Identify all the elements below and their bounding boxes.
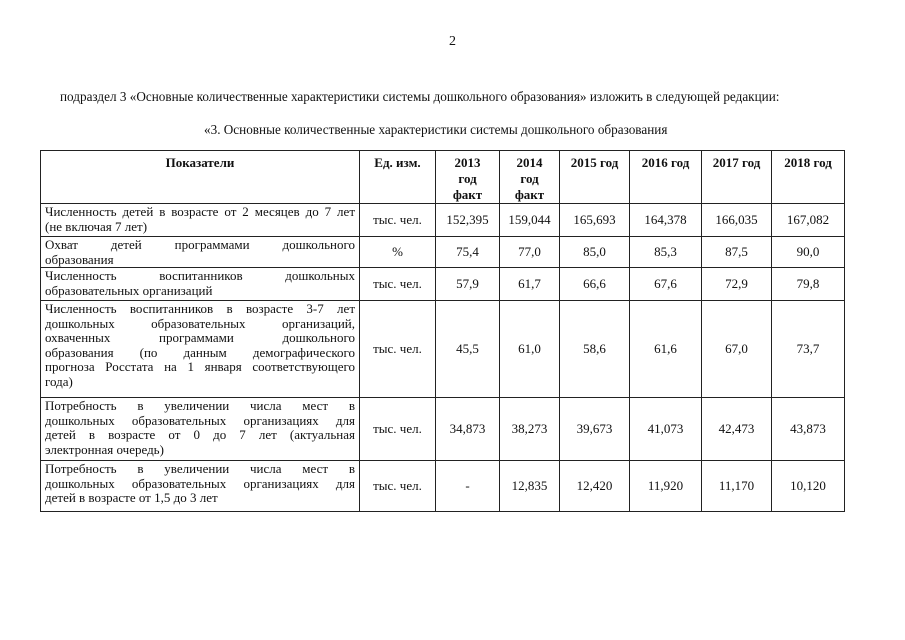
indicator-line: детей в возрасте от 1,5 до 3 лет xyxy=(45,490,218,505)
indicator-line: охваченных программами дошкольного xyxy=(45,330,355,345)
indicator-cell xyxy=(41,268,360,301)
value-cell: 12,835 xyxy=(500,461,560,512)
value-cell: 90,0 xyxy=(772,237,845,268)
value-cell: 10,120 xyxy=(772,461,845,512)
header-unit: Ед. изм. xyxy=(360,151,436,204)
value-cell: 164,378 xyxy=(630,204,702,237)
value-cell: 43,873 xyxy=(772,398,845,461)
indicator-cell xyxy=(41,237,360,268)
value-cell: 79,8 xyxy=(772,268,845,301)
indicator-cell xyxy=(41,398,360,461)
unit-cell: тыс. чел. xyxy=(360,461,436,512)
value-cell: 66,6 xyxy=(560,268,630,301)
indicator-line: детей в возрасте от 0 до 7 лет (актуальная xyxy=(45,427,355,442)
table-row xyxy=(41,301,845,398)
unit-cell: тыс. чел. xyxy=(360,301,436,398)
value-cell: 34,873 xyxy=(436,398,500,461)
indicator-line: Потребность в увеличении числа мест в xyxy=(45,461,355,476)
characteristics-table xyxy=(40,150,845,512)
value-cell: 38,273 xyxy=(500,398,560,461)
table-row xyxy=(41,461,845,512)
unit-cell: тыс. чел. xyxy=(360,204,436,237)
table-row xyxy=(41,398,845,461)
table-row xyxy=(41,268,845,301)
header-2018: 2018 год xyxy=(772,151,845,204)
table-header-row xyxy=(41,151,845,204)
indicator-cell xyxy=(41,301,360,398)
value-cell: 85,0 xyxy=(560,237,630,268)
value-cell: 67,0 xyxy=(702,301,772,398)
indicator-cell xyxy=(41,461,360,512)
value-cell: 165,693 xyxy=(560,204,630,237)
indicator-cell xyxy=(41,204,360,237)
value-cell: 45,5 xyxy=(436,301,500,398)
value-cell: 67,6 xyxy=(630,268,702,301)
header-2016: 2016 год xyxy=(630,151,702,204)
header-2014: 2014 год факт xyxy=(500,151,560,204)
value-cell: 87,5 xyxy=(702,237,772,268)
indicator-line: дошкольных образовательных организаций, xyxy=(45,315,355,331)
value-cell: 73,7 xyxy=(772,301,845,398)
unit-cell: тыс. чел. xyxy=(360,268,436,301)
intro-paragraph: подраздел 3 «Основные количественные характеристики системы дошкольного образования» изложить в следующей редакции: xyxy=(60,89,780,104)
indicator-line: прогноза Росстата на 1 января соответствующего xyxy=(45,359,355,374)
value-cell: 11,920 xyxy=(630,461,702,512)
header-2017: 2017 год xyxy=(702,151,772,204)
value-cell: 11,170 xyxy=(702,461,772,512)
header-2015: 2015 год xyxy=(560,151,630,204)
indicator-line: образования xyxy=(45,251,114,267)
indicator-line: электронная очередь) xyxy=(45,441,164,457)
value-cell: - xyxy=(436,461,500,512)
value-cell: 77,0 xyxy=(500,237,560,268)
indicator-line: образования (по данным демографического xyxy=(45,344,355,360)
value-cell: 42,473 xyxy=(702,398,772,461)
value-cell: 72,9 xyxy=(702,268,772,301)
value-cell: 75,4 xyxy=(436,237,500,268)
value-cell: 152,395 xyxy=(436,204,500,237)
indicator-line: года) xyxy=(45,373,73,389)
page-number: 2 xyxy=(449,34,456,49)
value-cell: 41,073 xyxy=(630,398,702,461)
value-cell: 61,6 xyxy=(630,301,702,398)
indicator-line: дошкольных образовательных организациях для xyxy=(45,412,355,428)
indicator-line: Численность воспитанников дошкольных xyxy=(45,268,355,283)
indicator-line: Численность воспитанников в возрасте 3-7 лет xyxy=(45,301,355,316)
indicator-line: Охват детей программами дошкольного xyxy=(45,237,355,252)
section-heading: «3. Основные количественные характеристики системы дошкольного образования xyxy=(204,122,668,137)
table-row xyxy=(41,204,845,237)
value-cell: 57,9 xyxy=(436,268,500,301)
unit-cell: тыс. чел. xyxy=(360,398,436,461)
table-row xyxy=(41,237,845,268)
value-cell: 12,420 xyxy=(560,461,630,512)
value-cell: 39,673 xyxy=(560,398,630,461)
value-cell: 159,044 xyxy=(500,204,560,237)
value-cell: 58,6 xyxy=(560,301,630,398)
indicator-line: дошкольных образовательных организациях для xyxy=(45,475,355,491)
header-2013: 2013 год факт xyxy=(436,151,500,204)
indicator-line: (не включая 7 лет) xyxy=(45,218,148,234)
value-cell: 166,035 xyxy=(702,204,772,237)
header-indicator: Показатели xyxy=(41,151,360,204)
value-cell: 85,3 xyxy=(630,237,702,268)
indicator-line: Потребность в увеличении числа мест в xyxy=(45,398,355,413)
unit-cell: % xyxy=(360,237,436,268)
indicator-line: образовательных организаций xyxy=(45,282,213,298)
indicator-line: Численность детей в возрасте от 2 месяцев до 7 лет xyxy=(45,204,355,219)
value-cell: 61,7 xyxy=(500,268,560,301)
value-cell: 61,0 xyxy=(500,301,560,398)
value-cell: 167,082 xyxy=(772,204,845,237)
